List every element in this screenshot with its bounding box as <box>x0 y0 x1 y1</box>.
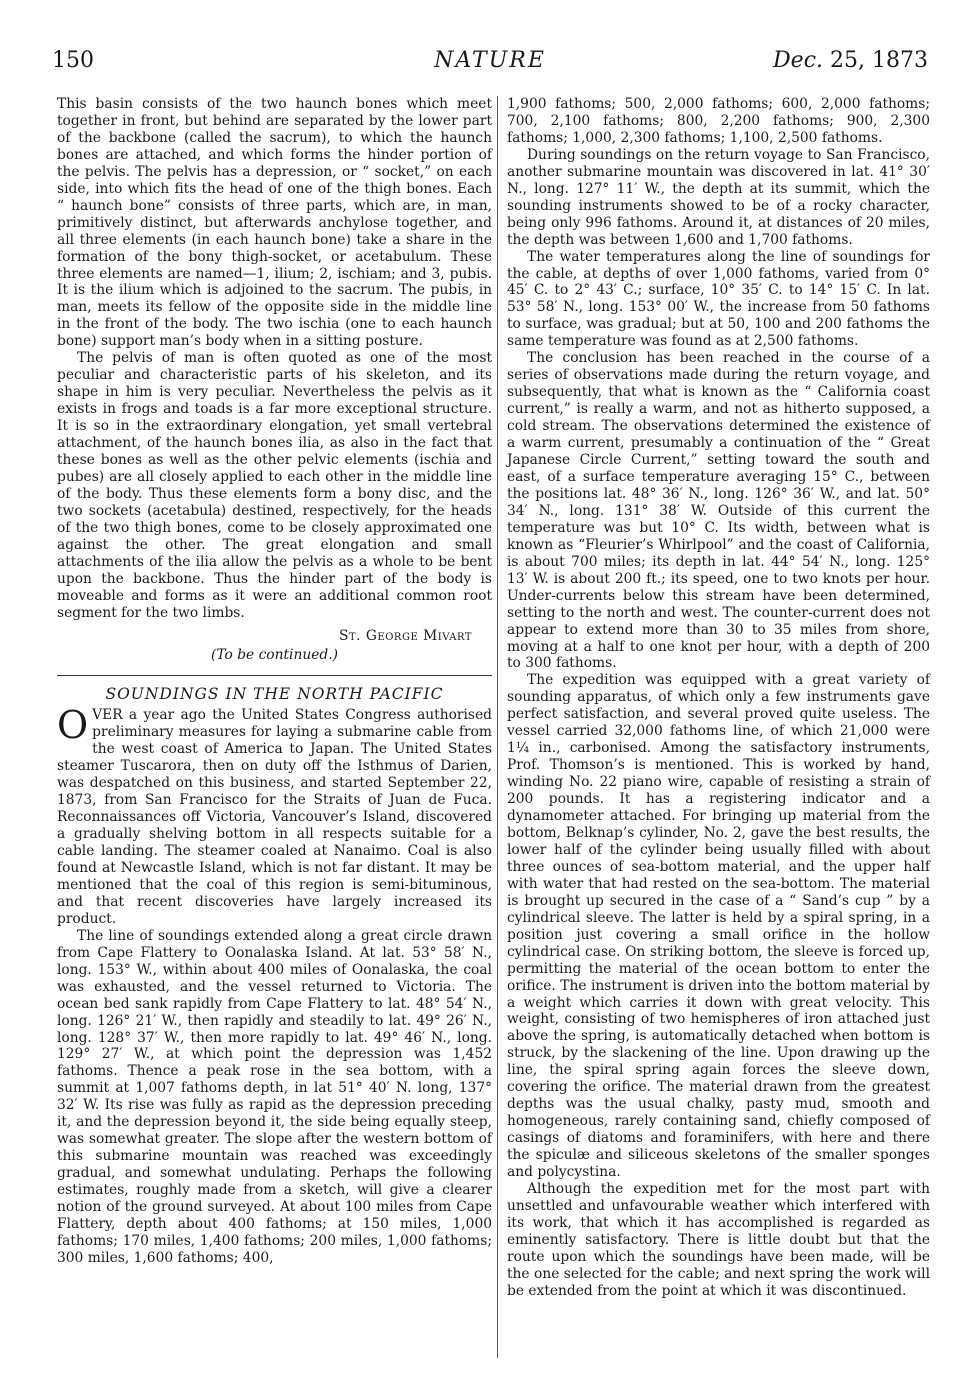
right-paragraph-2: During soundings on the return voyage to San Francisco, another submarine mountain was discovered in lat. 41° 30′ N., long. 127° 11′ W., the depth at its summit, which the sounding instruments showed to be of a rocky character, being only 996 fathoms. Around it, at distances of 20 miles, the depth was between 1,600 and 1,700 fathoms. <box>507 146 930 248</box>
journal-title: NATURE <box>434 48 546 73</box>
left-paragraph-2: The pelvis of man is often quoted as one of the most peculiar and characteristic parts of his skeleton, and its shape in him is very peculiar. Nevertheless the pelvis as it exists in frogs and toads is a far more exceptional structure. It is so in the extraordinary elongation, yet small vertebral attachment, of the haunch bones ilia, as also in the fact that these bones as well as the other pelvic elements (ischia and pubes) are all closely applied to each other in the middle line of the body. Thus these elements form a bony disc, and the two sockets (acetabula) destined, respectively, for the heads of the two thigh bones, come to be closely approximated one against the other. The great elongation and small attachments of the ilia allow the pelvis as a whole to be bent upon the backbone. Thus the hinder part of the body is moveable and forms as it were an additional common root segment for the two limbs. <box>57 350 492 621</box>
right-paragraph-5: The expedition was equipped with a great variety of sounding apparatus, of which only a few instruments gave perfect satisfaction, and several proved quite useless. The vessel carried 32,000 fathoms line, of which 21,000 were 1¼ in., carbonised. Among the satisfactory instruments, Prof. Thomson’s is mentioned. This is worked by hand, winding No. 22 piano wire, capable of resisting a strain of 200 pounds. It has a registering indicator and a dynamometer attached. For bringing up material from the bottom, Belknap’s cylinder, No. 2, gave the best results, the lower half of the cylinder being usually filled with about three ounces of sea-bottom material, and the upper half with water that had rested on the sea-bottom. The material is brought up secured in the case of a “ Sand’s cup ” by a cylindrical sleeve. The latter is held by a spiral spring, in a position just covering a small orifice in the hollow cylindrical case. On striking bottom, the sleeve is forced up, permitting the material of the ocean bottom to enter the orifice. The instrument is driven into the bottom material by a weight which carries it down with great velocity. This weight, consisting of two hemispheres of iron attached just above the spring, is automatically detached when bottom is struck, by the slackening of the line. Upon drawing up the line, the spiral spring again forces the sleeve down, covering the orifice. The material drawn from the greatest depths was the usual chalky, pasty mud, smooth and homogeneous, rarely containing sand, chiefly composed of casings of diatoms and foraminifers, with here and there the spiculæ and siliceous skeletons of the smaller sponges and polycystina. <box>507 672 930 1181</box>
right-paragraph-3: The water temperatures along the line of soundings for the cable, at depths of over 1,000 fathoms, varied from 0° 45′ C. to 2° 43′ C.; surface, 10° 35′ C. to 14° 15′ C. In lat. 53° 58′ N., long. 153° 00′ W., the increase from 50 fathoms to surface, was gradual; but at 50, 100 and 200 fathoms the same temperature was found as at 2,500 fathoms. <box>507 248 930 350</box>
article-title: SOUNDINGS IN THE NORTH PACIFIC <box>105 685 444 704</box>
left-column <box>57 96 492 1267</box>
left-paragraph-3-text: VER a year ago the United States Congress authorised preliminary measures for laying a submarine cable from the west coast of America to Japan. The United States steamer Tuscarora, then on duty off the Isthmus of Darien, was despatched on this business, and started September 22, 1873, from San Francisco for the Straits of Juan de Fuca. Reconnaissances off Victoria, Vancouver’s Island, discovered a gradually shelving bottom in all respects suitable for a cable landing. The steamer coaled at Nanaimo. Coal is also found at Newcastle Island, which is not far distant. It may be mentioned that the coal of this region is semi-bituminous, and that recent discoveries have largely increased its product. <box>57 707 492 927</box>
left-paragraph-1: This basin consists of the two haunch bones which meet together in front, but behind are separated by the lower part of the backbone (called the sacrum), to which the haunch bones are attached, and which forms the hinder portion of the pelvis. The pelvis has a depression, or “ socket,” on each side, into which fits the head of one of the thigh bones. Each “ haunch bone” consists of three parts, which are, in man, primitively distinct, but afterwards anchylose together, and all three elements (in each haunch bone) take a share in the formation of the bony thigh-socket, or acetabulum. These three elements are named—1, ilium; 2, ischiam; and 3, pubis. It is the ilium which is adjoined to the sacrum. The pubis, in man, meets its fellow of the opposite side in the middle line in the front of the body. The two ischia (one to each haunch bone) support man’s body when in a sitting posture. <box>57 96 492 350</box>
right-paragraph-6: Although the expedition met for the most part with unsettled and unfavourable weather which interfered with its work, that which it has accomplished is regarded as eminently satisfactory. There is little doubt but that the route upon which the soundings have been made, will be the one selected for the cable; and next spring the work will be extended from the point at which it was discontinued. <box>507 1181 930 1299</box>
continued-note: (To be continued.) <box>210 646 338 663</box>
page-header <box>52 48 928 88</box>
issue-date <box>773 48 928 73</box>
page-number: 150 <box>52 48 94 73</box>
column-divider <box>497 96 498 1358</box>
issue-day-year: 25, 1873 <box>830 48 928 73</box>
left-paragraph-4: The line of soundings extended along a great circle drawn from Cape Flattery to Oonalaska Island. At lat. 53° 58′ N., long. 153° W., within about 400 miles of Oonalaska, the coal was exhausted, and the vessel returned to Victoria. The ocean bed sank rapidly from Cape Flattery to lat. 48° 54′ N., long. 126° 21′ W., then rapidly and steadily to lat. 49° 26′ N., long. 128° 37′ W., then more rapidly to lat. 49° 46′ N., long. 129° 27′ W., at which point the depression was 1,452 fathoms. Thence a peak rose in the sea bottom, with a summit at 1,007 fathoms depth, in lat 51° 40′ N. long, 137° 32′ W. Its rise was fully as rapid as the depression preceding it, and the depression beyond it, the side being equally steep, was somewhat greater. The slope after the western bottom of this submarine mountain was reached was exceedingly gradual, and somewhat undulating. Perhaps the following estimates, roughly made from a sketch, will give a clearer notion of the ground surveyed. At about 100 miles from Cape Flattery, depth about 400 fathoms; at 150 miles, 1,000 fathoms; 170 miles, 1,400 fathoms; 200 miles, 1,000 fathoms; 300 miles, 1,600 fathoms; 400, <box>57 927 492 1266</box>
right-paragraph-1: 1,900 fathoms; 500, 2,000 fathoms; 600, 2,000 fathoms; 700, 2,100 fathoms; 800, 2,200 fathoms; 900, 2,300 fathoms; 1,000, 2,300 fathoms; 1,100, 2,500 fathoms. <box>507 96 930 146</box>
right-column <box>507 96 930 1300</box>
issue-month: Dec. <box>773 48 824 73</box>
author-signature: St. George Mivart <box>339 627 472 644</box>
left-paragraph-3 <box>57 703 492 927</box>
section-rule <box>57 675 492 676</box>
right-paragraph-4: The conclusion has been reached in the course of a series of observations made during the return voyage, and subsequently, that what is known as the “ California coast current,” is really a warm, and not as hitherto supposed, a cold stream. The observations determined the existence of a warm current, presumably a continuation of the “ Great Japanese Circle Current,” setting toward the south and east, of a surface temperature averaging 15° C., between the positions lat. 48° 36′ N., long. 126° 36′ W., and lat. 50° 34′ N., long. 131° 38′ W. Outside of this current the temperature was but 10° C. Its width, between what is known as “Fleurier’s Whirlpool” and the coast of California, is about 700 miles; its depth in lat. 44° 54′ N., long. 125° 13′ W. is about 200 ft.; its speed, one to two knots per hour. Under-currents below this stream have been determined, setting to the north and west. The counter-current does not appear to extend more than 30 to 35 miles from shore, moving at a half to one knot per hour, with a depth of 200 to 300 fathoms. <box>507 350 930 672</box>
drop-cap: O <box>57 703 89 748</box>
